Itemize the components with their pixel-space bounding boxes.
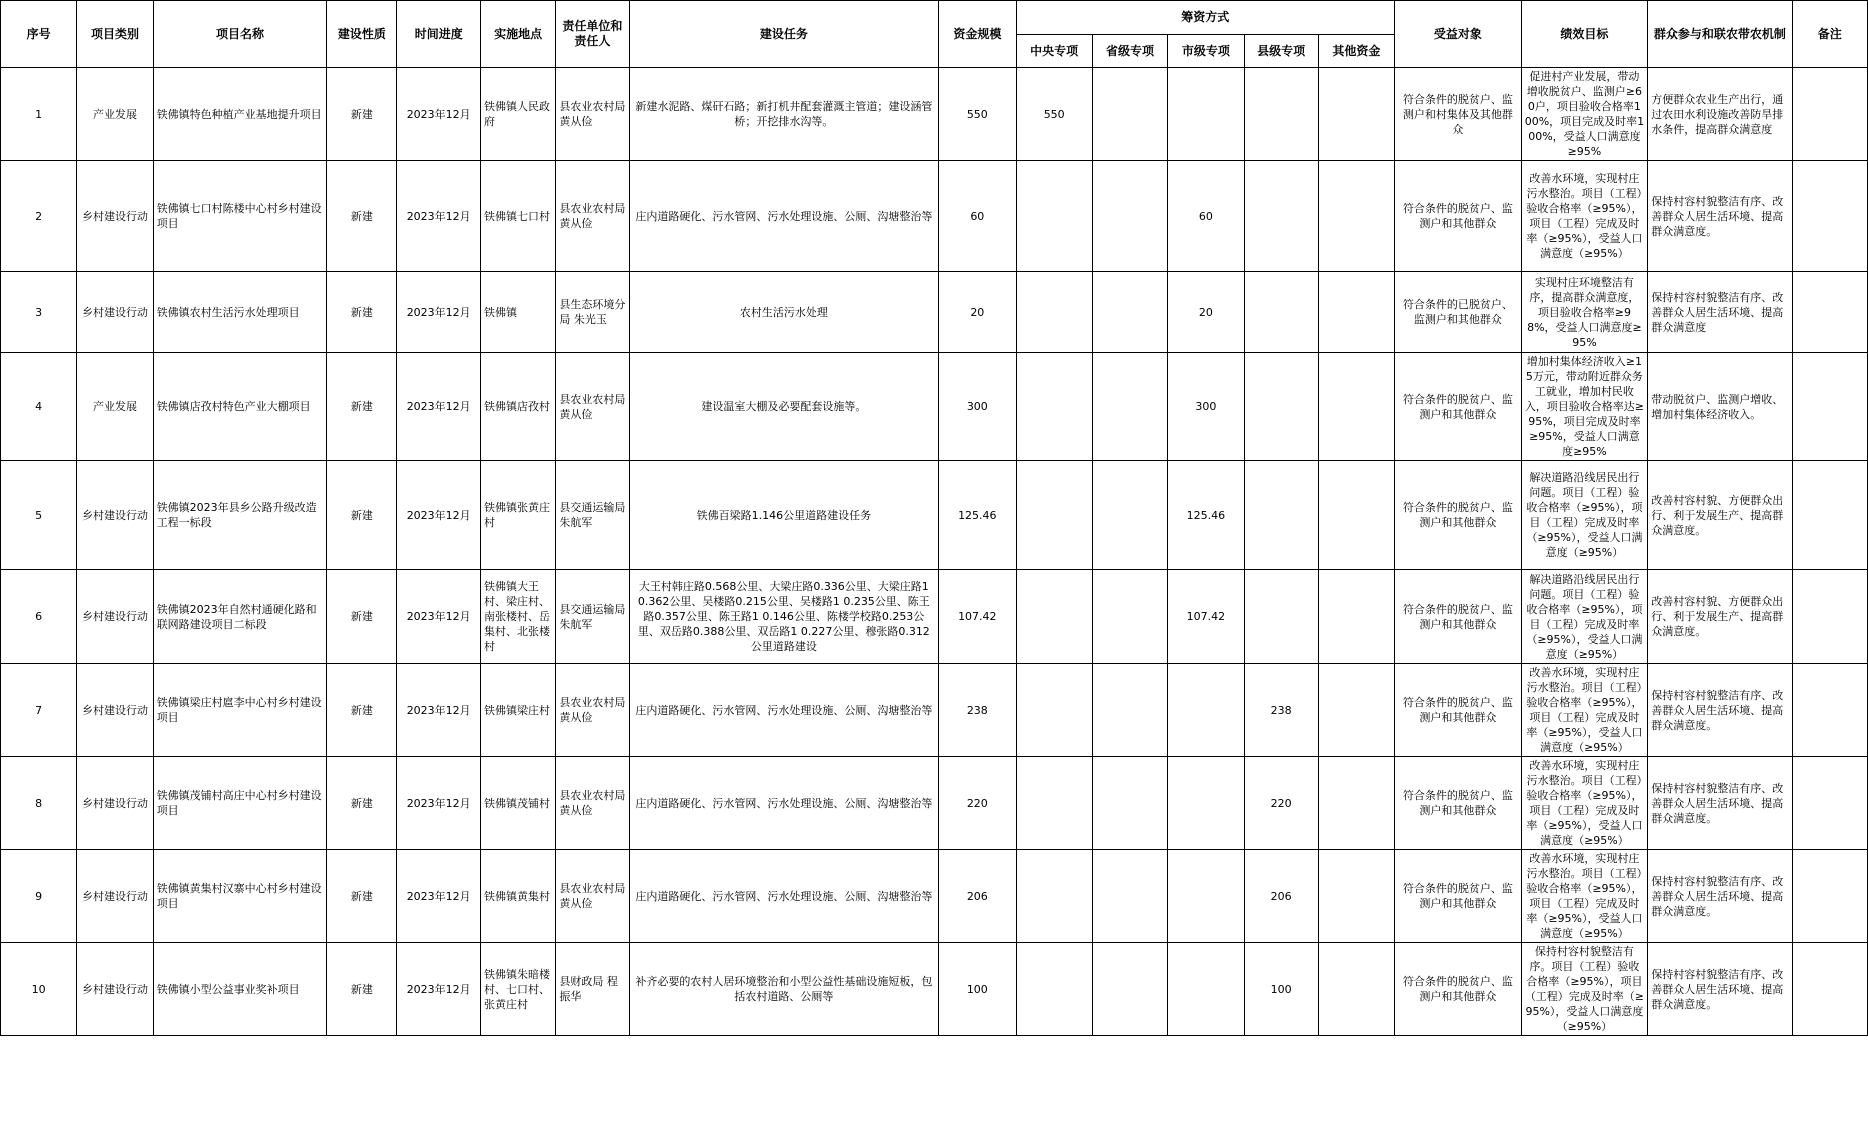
cell-location: 铁佛镇茂铺村: [481, 757, 556, 850]
cell-provincial: [1092, 943, 1167, 1036]
cell-provincial: [1092, 272, 1167, 353]
cell-city: 125.46: [1168, 461, 1244, 570]
cell-other: [1318, 68, 1394, 161]
header-beneficiary: 受益对象: [1395, 1, 1522, 68]
header-task: 建设任务: [629, 1, 939, 68]
cell-task: 铁佛百梁路1.146公里道路建设任务: [629, 461, 939, 570]
cell-county: [1244, 353, 1318, 461]
cell-location: 铁佛镇店孜村: [481, 353, 556, 461]
cell-responsible: 县农业农村局 黄从俭: [556, 161, 629, 272]
cell-beneficiary: 符合条件的脱贫户、监测户和其他群众: [1395, 570, 1522, 664]
cell-scale: 220: [939, 757, 1016, 850]
cell-mechanism: 保持村容村貌整洁有序、改善群众人居生活环境、提高群众满意度。: [1648, 161, 1792, 272]
cell-goal: 改善水环境，实现村庄污水整治。项目（工程）验收合格率（≥95%），项目（工程）完成及时率（≥95%），受益人口满意度（≥95%）: [1521, 850, 1648, 943]
header-funding: 筹资方式: [1016, 1, 1395, 35]
cell-remark: [1792, 68, 1867, 161]
cell-schedule: 2023年12月: [397, 161, 481, 272]
cell-task: 补齐必要的农村人居环境整治和小型公益性基础设施短板，包括农村道路、公厕等: [629, 943, 939, 1036]
cell-central: [1016, 570, 1092, 664]
cell-county: [1244, 68, 1318, 161]
cell-central: [1016, 850, 1092, 943]
cell-city: 20: [1168, 272, 1244, 353]
cell-central: [1016, 664, 1092, 757]
cell-name: 铁佛镇黄集村汉寨中心村乡村建设项目: [153, 850, 327, 943]
cell-scale: 238: [939, 664, 1016, 757]
cell-responsible: 县农业农村局 黄从俭: [556, 68, 629, 161]
cell-county: [1244, 570, 1318, 664]
cell-remark: [1792, 161, 1867, 272]
cell-goal: 增加村集体经济收入≥15万元，带动附近群众务工就业，增加村民收入，项目验收合格率达≥95%，项目完成及时率≥95%，受益人口满意度≥95%: [1521, 353, 1648, 461]
table-body: [1, 68, 1868, 1036]
cell-responsible: 县农业农村局 黄从俭: [556, 664, 629, 757]
cell-task: 庄内道路硬化、污水管网、污水处理设施、公厕、沟塘整治等: [629, 850, 939, 943]
cell-provincial: [1092, 757, 1167, 850]
cell-location: 铁佛镇朱暗楼村、七口村、张黄庄村: [481, 943, 556, 1036]
cell-responsible: 县农业农村局 黄从俭: [556, 757, 629, 850]
cell-responsible: 县农业农村局 黄从俭: [556, 850, 629, 943]
header-county: 县级专项: [1244, 35, 1318, 68]
cell-location: 铁佛镇张黄庄村: [481, 461, 556, 570]
cell-nature: 新建: [327, 461, 397, 570]
cell-task: 建设温室大棚及必要配套设施等。: [629, 353, 939, 461]
cell-nature: 新建: [327, 272, 397, 353]
cell-remark: [1792, 943, 1867, 1036]
cell-county: 238: [1244, 664, 1318, 757]
cell-location: 铁佛镇黄集村: [481, 850, 556, 943]
cell-location: 铁佛镇梁庄村: [481, 664, 556, 757]
cell-schedule: 2023年12月: [397, 461, 481, 570]
cell-scale: 20: [939, 272, 1016, 353]
cell-location: 铁佛镇: [481, 272, 556, 353]
cell-responsible: 县生态环境分局 朱光玉: [556, 272, 629, 353]
cell-central: 550: [1016, 68, 1092, 161]
cell-remark: [1792, 570, 1867, 664]
cell-mechanism: 方便群众农业生产出行，通过农田水利设施改善防旱排水条件，提高群众满意度: [1648, 68, 1792, 161]
cell-other: [1318, 943, 1394, 1036]
cell-city: [1168, 943, 1244, 1036]
cell-provincial: [1092, 161, 1167, 272]
cell-other: [1318, 353, 1394, 461]
cell-other: [1318, 664, 1394, 757]
cell-category: 乡村建设行动: [77, 161, 153, 272]
cell-central: [1016, 943, 1092, 1036]
cell-county: 100: [1244, 943, 1318, 1036]
cell-name: 铁佛镇2023年自然村通硬化路和联网路建设项目二标段: [153, 570, 327, 664]
cell-central: [1016, 272, 1092, 353]
header-location: 实施地点: [481, 1, 556, 68]
table-row: [1, 757, 1868, 850]
cell-beneficiary: 符合条件的已脱贫户、监测户和其他群众: [1395, 272, 1522, 353]
header-other: 其他资金: [1318, 35, 1394, 68]
header-seq: 序号: [1, 1, 77, 68]
cell-task: 庄内道路硬化、污水管网、污水处理设施、公厕、沟塘整治等: [629, 757, 939, 850]
cell-seq: 8: [1, 757, 77, 850]
cell-other: [1318, 461, 1394, 570]
cell-county: 206: [1244, 850, 1318, 943]
cell-goal: 改善水环境，实现村庄污水整治。项目（工程）验收合格率（≥95%），项目（工程）完成及时率（≥95%），受益人口满意度（≥95%）: [1521, 161, 1648, 272]
cell-category: 乡村建设行动: [77, 757, 153, 850]
header-category: 项目类别: [77, 1, 153, 68]
cell-beneficiary: 符合条件的脱贫户、监测户和其他群众: [1395, 850, 1522, 943]
cell-other: [1318, 570, 1394, 664]
cell-central: [1016, 757, 1092, 850]
cell-goal: 解决道路沿线居民出行问题。项目（工程）验收合格率（≥95%），项目（工程）完成及时率（≥95%），受益人口满意度（≥95%）: [1521, 461, 1648, 570]
cell-nature: 新建: [327, 850, 397, 943]
cell-provincial: [1092, 664, 1167, 757]
cell-nature: 新建: [327, 353, 397, 461]
cell-county: 220: [1244, 757, 1318, 850]
cell-seq: 10: [1, 943, 77, 1036]
cell-beneficiary: 符合条件的脱贫户、监测户和其他群众: [1395, 161, 1522, 272]
cell-beneficiary: 符合条件的脱贫户、监测户和其他群众: [1395, 757, 1522, 850]
cell-category: 产业发展: [77, 68, 153, 161]
cell-responsible: 县财政局 程振华: [556, 943, 629, 1036]
cell-mechanism: 保持村容村貌整洁有序、改善群众人居生活环境、提高群众满意度。: [1648, 664, 1792, 757]
cell-remark: [1792, 272, 1867, 353]
cell-city: 300: [1168, 353, 1244, 461]
header-remark: 备注: [1792, 1, 1867, 68]
cell-goal: 保持村容村貌整洁有序。项目（工程）验收合格率（≥95%），项目（工程）完成及时率（≥95%），受益人口满意度（≥95%）: [1521, 943, 1648, 1036]
cell-category: 乡村建设行动: [77, 943, 153, 1036]
cell-responsible: 县交通运输局 朱航军: [556, 461, 629, 570]
cell-city: [1168, 68, 1244, 161]
cell-task: 农村生活污水处理: [629, 272, 939, 353]
cell-other: [1318, 757, 1394, 850]
cell-seq: 4: [1, 353, 77, 461]
cell-other: [1318, 850, 1394, 943]
cell-category: 乡村建设行动: [77, 272, 153, 353]
cell-city: 60: [1168, 161, 1244, 272]
cell-category: 乡村建设行动: [77, 461, 153, 570]
cell-seq: 6: [1, 570, 77, 664]
cell-location: 铁佛镇大王村、梁庄村、南张楼村、岳集村、北张楼村: [481, 570, 556, 664]
cell-nature: 新建: [327, 570, 397, 664]
cell-beneficiary: 符合条件的脱贫户、监测户和其他群众: [1395, 353, 1522, 461]
cell-scale: 125.46: [939, 461, 1016, 570]
cell-name: 铁佛镇七口村陈楼中心村乡村建设项目: [153, 161, 327, 272]
header-nature: 建设性质: [327, 1, 397, 68]
header-responsible: 责任单位和责任人: [556, 1, 629, 68]
cell-seq: 3: [1, 272, 77, 353]
cell-remark: [1792, 353, 1867, 461]
cell-nature: 新建: [327, 161, 397, 272]
cell-other: [1318, 272, 1394, 353]
cell-seq: 7: [1, 664, 77, 757]
cell-name: 铁佛镇农村生活污水处理项目: [153, 272, 327, 353]
cell-seq: 1: [1, 68, 77, 161]
cell-schedule: 2023年12月: [397, 664, 481, 757]
cell-beneficiary: 符合条件的脱贫户、监测户和其他群众: [1395, 664, 1522, 757]
cell-provincial: [1092, 68, 1167, 161]
cell-city: [1168, 757, 1244, 850]
cell-schedule: 2023年12月: [397, 757, 481, 850]
header-mechanism: 群众参与和联农带农机制: [1648, 1, 1792, 68]
cell-schedule: 2023年12月: [397, 68, 481, 161]
cell-county: [1244, 272, 1318, 353]
cell-mechanism: 改善村容村貌、方便群众出行、利于发展生产、提高群众满意度。: [1648, 461, 1792, 570]
cell-mechanism: 保持村容村貌整洁有序、改善群众人居生活环境、提高群众满意度。: [1648, 757, 1792, 850]
header-central: 中央专项: [1016, 35, 1092, 68]
cell-category: 乡村建设行动: [77, 850, 153, 943]
header-schedule: 时间进度: [397, 1, 481, 68]
cell-task: 大王村韩庄路0.568公里、大梁庄路0.336公里、大梁庄路1 0.362公里、吴楼路0.215公里、吴楼路1 0.235公里、陈王路0.357公里、陈王路1 0.146公里、陈楼学校路0.253公里、双岳路0.388公里、双岳路1 0.227公里、穆张路0.312公里道路建设: [629, 570, 939, 664]
header-provincial: 省级专项: [1092, 35, 1167, 68]
cell-name: 铁佛镇茂铺村高庄中心村乡村建设项目: [153, 757, 327, 850]
cell-goal: 解决道路沿线居民出行问题。项目（工程）验收合格率（≥95%），项目（工程）完成及时率（≥95%），受益人口满意度（≥95%）: [1521, 570, 1648, 664]
cell-remark: [1792, 664, 1867, 757]
header-scale: 资金规模: [939, 1, 1016, 68]
table-row: [1, 161, 1868, 272]
cell-scale: 206: [939, 850, 1016, 943]
cell-city: 107.42: [1168, 570, 1244, 664]
cell-seq: 2: [1, 161, 77, 272]
cell-provincial: [1092, 461, 1167, 570]
cell-location: 铁佛镇人民政府: [481, 68, 556, 161]
cell-scale: 60: [939, 161, 1016, 272]
cell-central: [1016, 353, 1092, 461]
cell-scale: 300: [939, 353, 1016, 461]
table-row: [1, 570, 1868, 664]
cell-goal: 促进村产业发展，带动增收脱贫户、监测户≥60户，项目验收合格率100%，项目完成及时率100%，受益人口满意度≥95%: [1521, 68, 1648, 161]
cell-goal: 实现村庄环境整洁有序，提高群众满意度，项目验收合格率≥98%，受益人口满意度≥95%: [1521, 272, 1648, 353]
cell-name: 铁佛镇小型公益事业奖补项目: [153, 943, 327, 1036]
cell-mechanism: 保持村容村貌整洁有序、改善群众人居生活环境、提高群众满意度。: [1648, 850, 1792, 943]
cell-remark: [1792, 461, 1867, 570]
cell-goal: 改善水环境，实现村庄污水整治。项目（工程）验收合格率（≥95%），项目（工程）完成及时率（≥95%），受益人口满意度（≥95%）: [1521, 757, 1648, 850]
table-row: [1, 461, 1868, 570]
cell-mechanism: 保持村容村貌整洁有序、改善群众人居生活环境、提高群众满意度: [1648, 272, 1792, 353]
cell-nature: 新建: [327, 943, 397, 1036]
cell-responsible: 县农业农村局 黄从俭: [556, 353, 629, 461]
header-name: 项目名称: [153, 1, 327, 68]
cell-central: [1016, 461, 1092, 570]
table-row: [1, 353, 1868, 461]
table-row: [1, 68, 1868, 161]
cell-beneficiary: 符合条件的脱贫户、监测户和其他群众: [1395, 943, 1522, 1036]
cell-other: [1318, 161, 1394, 272]
cell-name: 铁佛镇梁庄村扈李中心村乡村建设项目: [153, 664, 327, 757]
table-row: [1, 850, 1868, 943]
cell-name: 铁佛镇特色种植产业基地提升项目: [153, 68, 327, 161]
cell-scale: 550: [939, 68, 1016, 161]
cell-central: [1016, 161, 1092, 272]
cell-schedule: 2023年12月: [397, 570, 481, 664]
header-city: 市级专项: [1168, 35, 1244, 68]
header-goal: 绩效目标: [1521, 1, 1648, 68]
cell-nature: 新建: [327, 757, 397, 850]
cell-schedule: 2023年12月: [397, 943, 481, 1036]
header-row-1: [1, 1, 1868, 35]
cell-location: 铁佛镇七口村: [481, 161, 556, 272]
cell-nature: 新建: [327, 664, 397, 757]
cell-county: [1244, 161, 1318, 272]
cell-task: 庄内道路硬化、污水管网、污水处理设施、公厕、沟塘整治等: [629, 161, 939, 272]
cell-task: 庄内道路硬化、污水管网、污水处理设施、公厕、沟塘整治等: [629, 664, 939, 757]
cell-mechanism: 带动脱贫户、监测户增收、增加村集体经济收入。: [1648, 353, 1792, 461]
cell-mechanism: 保持村容村貌整洁有序、改善群众人居生活环境、提高群众满意度。: [1648, 943, 1792, 1036]
cell-nature: 新建: [327, 68, 397, 161]
cell-beneficiary: 符合条件的脱贫户、监测户和其他群众: [1395, 461, 1522, 570]
cell-task: 新建水泥路、煤矸石路；新打机井配套灌溉主管道；建设涵管桥；开挖排水沟等。: [629, 68, 939, 161]
cell-schedule: 2023年12月: [397, 272, 481, 353]
cell-category: 乡村建设行动: [77, 664, 153, 757]
cell-city: [1168, 664, 1244, 757]
table-row: [1, 943, 1868, 1036]
cell-schedule: 2023年12月: [397, 850, 481, 943]
table-row: [1, 664, 1868, 757]
cell-scale: 107.42: [939, 570, 1016, 664]
cell-beneficiary: 符合条件的脱贫户、监测户和村集体及其他群众: [1395, 68, 1522, 161]
cell-schedule: 2023年12月: [397, 353, 481, 461]
cell-category: 乡村建设行动: [77, 570, 153, 664]
cell-provincial: [1092, 850, 1167, 943]
cell-mechanism: 改善村容村貌、方便群众出行、利于发展生产、提高群众满意度。: [1648, 570, 1792, 664]
cell-remark: [1792, 850, 1867, 943]
cell-county: [1244, 461, 1318, 570]
table-row: [1, 272, 1868, 353]
cell-provincial: [1092, 353, 1167, 461]
cell-name: 铁佛镇店孜村特色产业大棚项目: [153, 353, 327, 461]
cell-scale: 100: [939, 943, 1016, 1036]
cell-seq: 9: [1, 850, 77, 943]
cell-city: [1168, 850, 1244, 943]
cell-goal: 改善水环境，实现村庄污水整治。项目（工程）验收合格率（≥95%），项目（工程）完成及时率（≥95%），受益人口满意度（≥95%）: [1521, 664, 1648, 757]
cell-seq: 5: [1, 461, 77, 570]
cell-category: 产业发展: [77, 353, 153, 461]
cell-name: 铁佛镇2023年县乡公路升级改造工程一标段: [153, 461, 327, 570]
cell-remark: [1792, 757, 1867, 850]
cell-provincial: [1092, 570, 1167, 664]
cell-responsible: 县交通运输局 朱航军: [556, 570, 629, 664]
